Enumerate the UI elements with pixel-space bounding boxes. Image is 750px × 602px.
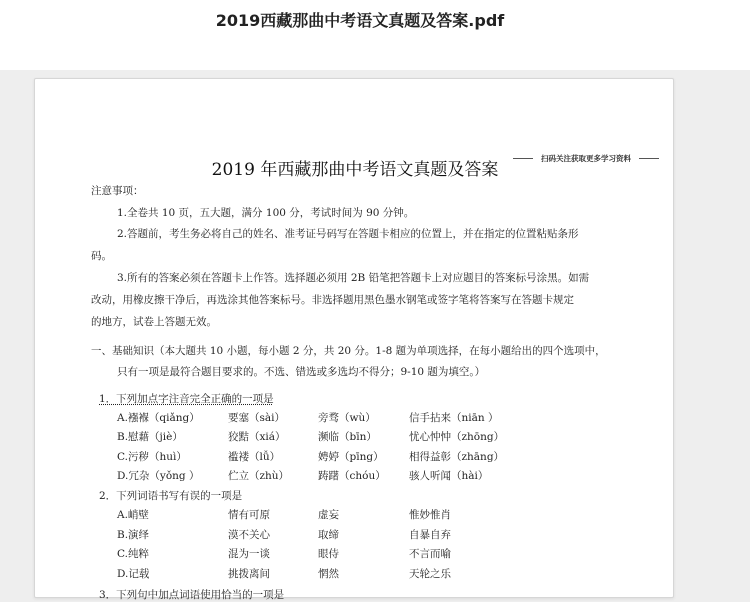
- option-cell: 眼侍: [318, 548, 339, 560]
- note-line: 码。: [91, 250, 112, 262]
- option-cell: 天轮之乐: [409, 568, 451, 580]
- question-stem: 3．下列句中加点词语使用恰当的一项是: [99, 589, 285, 601]
- pdf-page[interactable]: [34, 78, 674, 601]
- section-heading: 一、基础知识（本大题共 10 小题，每小题 2 分，共 20 分。1-8 题为单项选择，在每小题给出的四个选项中，: [91, 345, 606, 357]
- option-cell: 信手拈来（niān ）: [409, 412, 499, 424]
- option-cell: 旁骛（wù）: [318, 412, 376, 424]
- option-cell: D.记载: [117, 568, 150, 580]
- note-line: 的地方，试卷上答题无效。: [91, 316, 217, 328]
- option-cell: 混为一谈: [228, 548, 270, 560]
- notes-heading: 注意事项：: [91, 185, 144, 197]
- option-cell: 相得益彰（zhāng）: [409, 451, 505, 463]
- note-line: 3.所有的答案必须在答题卡上作答。选择题必须用 2B 铅笔把答题卡上对应题目的答案标号涂黑。如需: [117, 272, 590, 284]
- option-cell: D.冗杂（yǒng ）: [117, 470, 200, 482]
- option-cell: 自暴自弃: [409, 529, 451, 541]
- option-cell: 漠不关心: [228, 529, 270, 541]
- option-cell: 不言而喻: [409, 548, 451, 560]
- option-cell: 狡黠（xiá）: [228, 431, 286, 443]
- option-cell: 取缔: [318, 529, 339, 541]
- question-stem: 2．下列词语书写有误的一项是: [99, 490, 243, 502]
- option-cell: C.污秽（huì）: [117, 451, 187, 463]
- option-cell: 踌躇（chóu）: [318, 470, 386, 482]
- option-cell: 要塞（sài）: [228, 412, 286, 424]
- option-cell: 惘然: [318, 568, 339, 580]
- option-cell: 情有可原: [228, 509, 270, 521]
- option-cell: 濒临（bīn）: [318, 431, 377, 443]
- option-cell: 褴褛（lǚ）: [228, 451, 281, 463]
- option-cell: 伫立（zhù）: [228, 470, 290, 482]
- option-cell: 娉婷（pīng）: [318, 451, 384, 463]
- note-line: 改动，用橡皮擦干净后，再选涂其他答案标号。非选择题用黑色墨水钢笔或签字笔将答案写在答题卡规定: [91, 294, 574, 306]
- note-line: 2.答题前，考生务必将自己的姓名、准考证号码写在答题卡相应的位置上，并在指定的位置粘贴条形: [117, 228, 579, 240]
- option-cell: 虚妄: [318, 509, 339, 521]
- option-cell: A.襁褓（qiǎng）: [117, 412, 200, 424]
- document-title: 2019 年西藏那曲中考语文真题及答案: [211, 160, 499, 180]
- page-content: [35, 79, 675, 599]
- promo-text: 扫码关注获取更多学习资料: [541, 154, 631, 163]
- option-cell: 惟妙惟肖: [409, 509, 451, 521]
- option-cell: B.演绎: [117, 529, 150, 541]
- note-line: 1.全卷共 10 页，五大题，满分 100 分，考试时间为 90 分钟。: [117, 207, 415, 219]
- section-heading-cont: 只有一项是最符合题目要求的。不选、错选或多选均不得分；9-10 题为填空。）: [117, 366, 486, 378]
- option-cell: 忧心忡忡（zhōng）: [409, 431, 505, 443]
- question-stem: 1．下列加点字注音完全正确的一项是: [99, 393, 274, 405]
- option-cell: 骇人听闻（hài）: [409, 470, 489, 482]
- option-cell: A.峭壁: [117, 509, 149, 521]
- option-cell: B.慰藉（jiè）: [117, 431, 183, 443]
- viewer-toolbar: [0, 0, 750, 70]
- option-cell: 挑拨离间: [228, 568, 270, 580]
- option-cell: C.纯粹: [117, 548, 149, 560]
- file-name: 2019西藏那曲中考语文真题及答案.pdf: [215, 11, 505, 30]
